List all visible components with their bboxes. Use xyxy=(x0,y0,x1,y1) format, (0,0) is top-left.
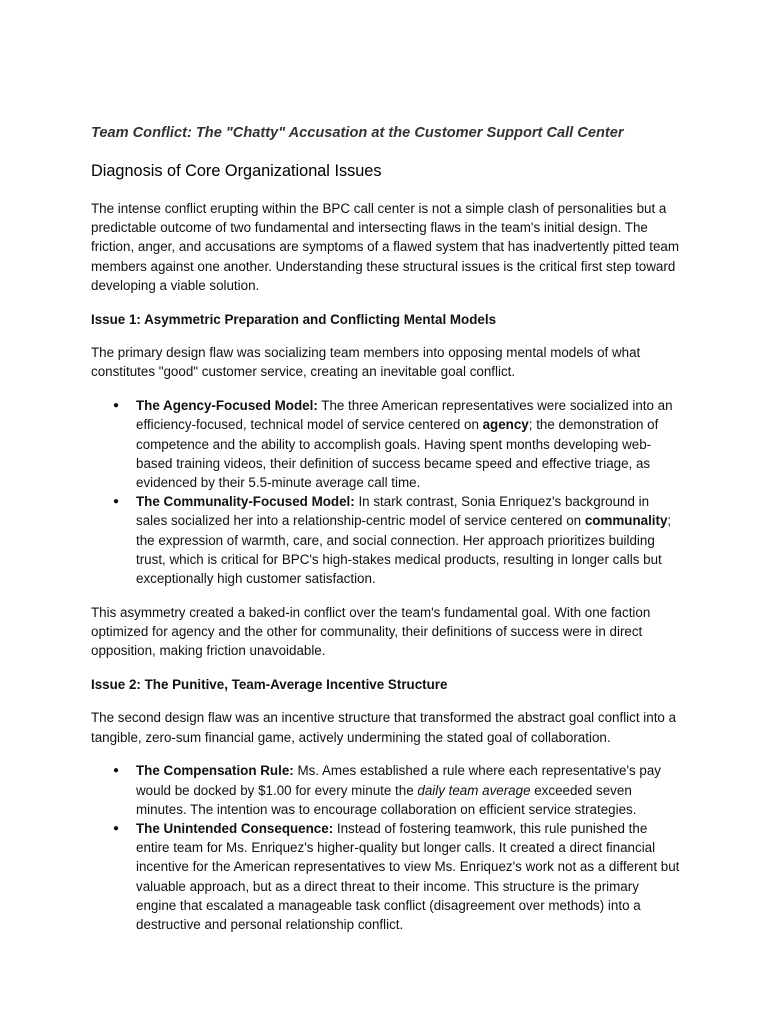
issue-1-lead: The primary design flaw was socializing team members into opposing mental models of what constitutes "good" customer service, creating an inevitable goal conflict. xyxy=(91,345,641,380)
issue-1-heading: Issue 1: Asymmetric Preparation and Conflicting Mental Models xyxy=(91,311,497,327)
bullet-text: In stark contrast, Sonia Enriquez's background in sales socialized her into a relationship-centric model of service centered on xyxy=(136,494,650,529)
issue-2-bullets xyxy=(91,761,681,934)
intro-paragraph: The intense conflict erupting within the BPC call center is not a simple clash of personalities but a predictable outcome of two fundamental and intersecting flaws in the team's initial design. The friction, anger, and accusations are symptoms of a flawed system that has inadvertently pitted team members against one another. Understanding these structural issues is the critical first step toward developing a viable solution. xyxy=(91,201,679,293)
bullet-text: ; the expression of warmth, care, and social connection. Her approach prioritizes building trust, which is critical for BPC's high-stakes medical products, resulting in longer calls but exceptionally high customer satisfaction. xyxy=(136,513,672,586)
bullet-emphasis: communality xyxy=(584,513,668,529)
bullet-emphasis: daily team average xyxy=(417,782,531,798)
bullet-text: Instead of fostering teamwork, this rule punished the entire team for Ms. Enriquez's higher-quality but longer calls. It created a direct financial incentive for the American representatives to view Ms. Enriquez's work not as a different but valuable approach, but as a direct threat to their income. This structure is the primary engine that escalated a manageable task conflict (disagreement over methods) into a destructive and personal relationship conflict. xyxy=(136,820,680,932)
bullet-label: The Unintended Consequence: xyxy=(136,820,334,836)
bullet-compensation-rule xyxy=(91,761,681,819)
document-page xyxy=(91,124,681,949)
bullet-label: The Compensation Rule: xyxy=(136,763,294,779)
bullet-agency-model xyxy=(91,396,681,492)
bullet-text: The three American representatives were socialized into an efficiency-focused, technical model of service centered on xyxy=(136,398,673,433)
section-title: Diagnosis of Core Organizational Issues xyxy=(91,162,382,180)
issue-2-heading: Issue 2: The Punitive, Team-Average Incentive Structure xyxy=(91,676,448,692)
issue-1-conclusion: This asymmetry created a baked-in conflict over the team's fundamental goal. With one faction optimized for agency and the other for communality, their definitions of success were in direct opposition, making friction unavoidable. xyxy=(91,604,651,659)
document-title: Team Conflict: The "Chatty" Accusation at the Customer Support Call Center xyxy=(91,125,624,141)
bullet-label: The Communality-Focused Model: xyxy=(136,494,355,510)
bullet-label: The Agency-Focused Model: xyxy=(136,398,318,414)
issue-2-lead: The second design flaw was an incentive structure that transformed the abstract goal conflict into a tangible, zero-sum financial game, actively undermining the stated goal of collaboration. xyxy=(91,710,677,745)
bullet-text: ; the demonstration of competence and the ability to accomplish goals. Having spent months developing web-based training videos, their definition of success became speed and effective triage, as evidenced by their 5.5-minute average call time. xyxy=(136,417,659,490)
bullet-unintended-consequence xyxy=(91,819,681,934)
bullet-emphasis: agency xyxy=(482,417,529,433)
bullet-text: exceeded seven minutes. The intention was to encourage collaboration on efficient service strategies. xyxy=(136,782,637,817)
issue-1-bullets xyxy=(91,396,681,588)
bullet-text: Ms. Ames established a rule where each representative's pay would be docked by $1.00 for every minute the xyxy=(136,763,662,798)
bullet-communality-model xyxy=(91,492,681,588)
